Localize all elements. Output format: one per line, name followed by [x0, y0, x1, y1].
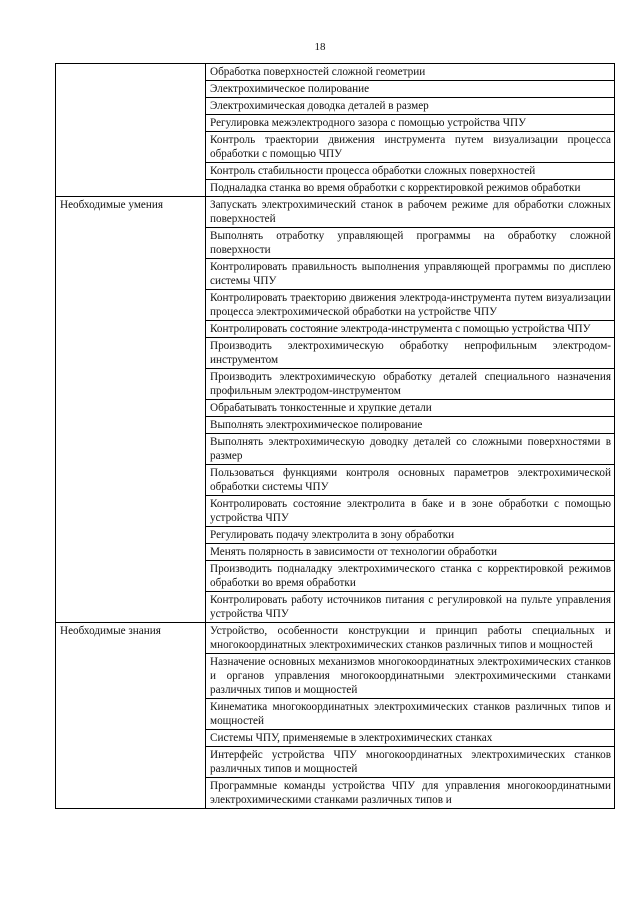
section-item: Выполнять электрохимическую доводку деталей со сложными поверхностями в размер	[206, 434, 615, 465]
section-item: Выполнять отработку управляющей программы на обработку сложной поверхности	[206, 228, 615, 259]
page-number: 18	[314, 41, 326, 53]
section-item: Электрохимическое полирование	[206, 81, 615, 98]
section-item: Кинематика многокоординатных электрохимических станков различных типов и мощностей	[206, 699, 615, 730]
section-item: Выполнять электрохимическое полирование	[206, 417, 615, 434]
table-row	[56, 197, 615, 228]
section-item: Устройство, особенности конструкции и принцип работы специальных и многокоординатных электрохимических станков различных типов и мощностей	[206, 623, 615, 654]
section-item: Программные команды устройства ЧПУ для управления многокоординатными электрохимическими станками различных типов и	[206, 778, 615, 809]
section-item: Контролировать работу источников питания с регулировкой на пульте управления устройства ЧПУ	[206, 592, 615, 623]
section-item: Регулировать подачу электролита в зону обработки	[206, 527, 615, 544]
section-item: Производить электрохимическую обработку деталей специального назначения профильным электродом-инструментом	[206, 369, 615, 400]
section-label	[56, 64, 206, 197]
section-item: Подналадка станка во время обработки с корректировкой режимов обработки	[206, 180, 615, 197]
section-item: Обрабатывать тонкостенные и хрупкие детали	[206, 400, 615, 417]
section-item: Пользоваться функциями контроля основных параметров электрохимической обработки системы ЧПУ	[206, 465, 615, 496]
section-label: Необходимые умения	[56, 197, 206, 623]
section-item: Электрохимическая доводка деталей в размер	[206, 98, 615, 115]
section-item: Контролировать правильность выполнения управляющей программы по дисплею системы ЧПУ	[206, 259, 615, 290]
section-item: Системы ЧПУ, применяемые в электрохимических станках	[206, 730, 615, 747]
section-item: Обработка поверхностей сложной геометрии	[206, 64, 615, 81]
section-item: Контроль траектории движения инструмента путем визуализации процесса обработки с помощью ЧПУ	[206, 132, 615, 163]
section-item: Назначение основных механизмов многокоординатных электрохимических станков и органов управления многокоординатными электрохимическими станками различных типов и мощностей	[206, 654, 615, 699]
section-item: Контроль стабильности процесса обработки сложных поверхностей	[206, 163, 615, 180]
section-item: Регулировка межэлектродного зазора с помощью устройства ЧПУ	[206, 115, 615, 132]
section-item: Производить электрохимическую обработку непрофильным электродом-инструментом	[206, 338, 615, 369]
table-row	[56, 64, 615, 81]
section-item: Интерфейс устройства ЧПУ многокоординатных электрохимических станков различных типов и мощностей	[206, 747, 615, 778]
section-item: Менять полярность в зависимости от технологии обработки	[206, 544, 615, 561]
section-item: Контролировать состояние электрода-инструмента с помощью устройства ЧПУ	[206, 321, 615, 338]
section-label: Необходимые знания	[56, 623, 206, 809]
requirements-table	[55, 63, 615, 809]
requirements-table-body	[56, 64, 615, 809]
section-item: Производить подналадку электрохимического станка с корректировкой режимов обработки во время обработки	[206, 561, 615, 592]
section-item: Контролировать траекторию движения электрода-инструмента путем визуализации процесса электрохимической обработки на устройстве ЧПУ	[206, 290, 615, 321]
section-item: Запускать электрохимический станок в рабочем режиме для обработки сложных поверхностей	[206, 197, 615, 228]
table-row	[56, 623, 615, 654]
section-item: Контролировать состояние электролита в баке и в зоне обработки с помощью устройства ЧПУ	[206, 496, 615, 527]
